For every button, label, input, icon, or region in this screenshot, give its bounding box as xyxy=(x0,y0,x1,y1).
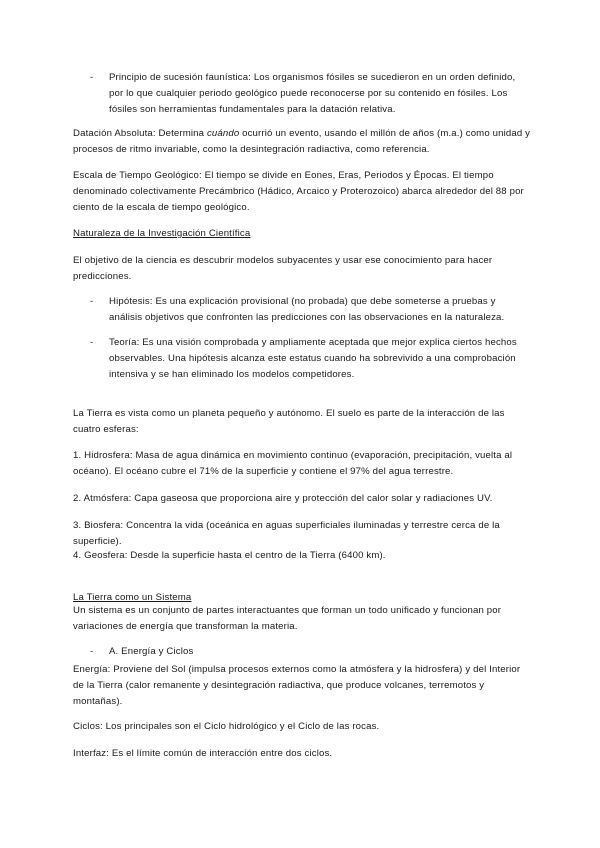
hidrosfera-paragraph: 1. Hidrosfera: Masa de agua dinámica en movimiento continuo (evaporación, precipitación, vuelta al océano). El océano cubre el 71% de la superficie y contiene el 97% del agua terrestre. xyxy=(73,450,513,477)
bullet-principio-sucesion xyxy=(90,70,530,118)
datacion-emphasis: cuándo xyxy=(206,128,240,139)
naturaleza-heading: Naturaleza de la Investigación Científica xyxy=(73,228,251,239)
escala-tiempo-paragraph: Escala de Tiempo Geológico: El tiempo se divide en Eones, Eras, Periodos y Épocas. El tiempo denominado colectivamente Precámbrico (Hádico, Arcaico y Proterozoico) abarca alrededor del 88 por ciento de la escala de tiempo geológico. xyxy=(73,170,524,213)
geosfera-paragraph: 4. Geosfera: Desde la superficie hasta el centro de la Tierra (6400 km). xyxy=(73,550,386,561)
bullet-teoria xyxy=(90,335,530,383)
bullet-dash: - xyxy=(90,72,94,83)
principio-sucesion-text: Principio de sucesión faunística: Los organismos fósiles se sucedieron en un orden definido, por lo que cualquier periodo geológico puede reconocerse por su contenido en fósiles. Los fósiles son herramientas fundamentales para la datación relativa. xyxy=(109,72,516,115)
atmosfera-paragraph: 2. Atmósfera: Capa gaseosa que proporciona aire y protección del calor solar y radiaciones UV. xyxy=(73,493,493,504)
bullet-dash: - xyxy=(90,337,94,348)
bullet-hipotesis xyxy=(90,294,530,326)
datacion-text-end: ocurrió un evento, usando el millón de años (m.a.) como unidad y procesos de ritmo invariable, como la desintegración radiactiva, como referencia. xyxy=(73,128,531,155)
tierra-intro-paragraph: La Tierra es vista como un planeta pequeño y autónomo. El suelo es parte de la interacción de las cuatro esferas: xyxy=(73,408,505,435)
teoria-text: Teoría: Es una visión comprobada y ampliamente aceptada que mejor explica ciertos hechos observables. Una hipótesis alcanza este estatus cuando ha sobrevivido a una comprobación intensiva y se han eliminado los modelos competidores. xyxy=(109,337,517,380)
interfaz-paragraph: Interfaz: Es el límite común de interacción entre dos ciclos. xyxy=(73,748,333,759)
bullet-dash: - xyxy=(90,296,94,307)
objetivo-ciencia-paragraph: El objetivo de la ciencia es descubrir modelos subyacentes y usar ese conocimiento para hacer predicciones. xyxy=(73,255,493,282)
ciclos-paragraph: Ciclos: Los principales son el Ciclo hidrológico y el Ciclo de las rocas. xyxy=(73,721,380,732)
hipotesis-text: Hipótesis: Es una explicación provisional (no probada) que debe someterse a pruebas y análisis objetivos que confronten las predicciones con las observaciones en la naturaleza. xyxy=(109,296,505,323)
datacion-text-start: Datación Absoluta: Determina xyxy=(73,128,207,139)
biosfera-paragraph: 3. Biosfera: Concentra la vida (oceánica en aguas superficiales iluminadas y terrestre cerca de la superficie). xyxy=(73,520,500,547)
sistema-heading: La Tierra como un Sistema xyxy=(73,592,192,603)
sistema-definicion-paragraph: Un sistema es un conjunto de partes interactuantes que forman un todo unificado y funcionan por variaciones de energía que transforman la materia. xyxy=(73,605,502,632)
bullet-dash: - xyxy=(90,646,94,657)
bullet-energia-ciclos xyxy=(90,644,530,660)
energia-ciclos-subheading: A. Energía y Ciclos xyxy=(109,646,194,657)
datacion-absoluta-paragraph xyxy=(73,126,533,158)
energia-paragraph: Energía: Proviene del Sol (impulsa procesos externos como la atmósfera y la hidrosfera) y del Interior de la Tierra (calor remanente y desintegración radiactiva, que produce volcanes, terremotos y montañas). xyxy=(73,664,521,707)
